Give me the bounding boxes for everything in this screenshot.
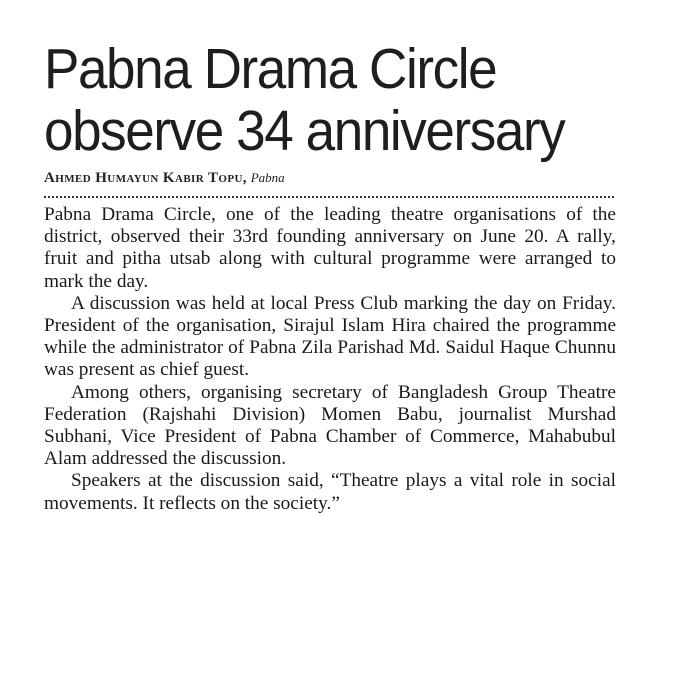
byline-author: Ahmed Humayun Kabir Topu,	[44, 170, 247, 186]
paragraph-1: Pabna Drama Circle, one of the leading theatre organisations of the district, observed their 33rd founding anniversary on June 20. A rally, fruit and pitha utsab along with cultural programme were arranged to mark the day.	[44, 204, 616, 292]
headline-line-1: Pabna Drama Circle	[44, 37, 497, 101]
news-article	[44, 38, 628, 515]
paragraph-3: Among others, organising secretary of Bangladesh Group Theatre Federation (Rajshahi Division) Momen Babu, journalist Murshad Subhani, Vice President of Pabna Chamber of Commerce, Mahabubul Alam addressed the discussion.	[44, 381, 616, 470]
paragraph-4: Speakers at the discussion said, “Theatre plays a vital role in social movements. It reflects on the society.”	[44, 470, 616, 514]
paragraph-2: A discussion was held at local Press Club marking the day on Friday. President of the organisation, Sirajul Islam Hira chaired the programme while the administrator of Pabna Zila Parishad Md. Saidul Haque Chunnu was present as chief guest.	[44, 292, 616, 381]
headline	[44, 38, 587, 162]
byline-place: Pabna	[250, 170, 285, 185]
dotted-divider	[44, 196, 614, 198]
article-body	[44, 204, 616, 515]
headline-line-2: observe 34 anniversary	[44, 99, 565, 163]
byline	[44, 168, 628, 188]
